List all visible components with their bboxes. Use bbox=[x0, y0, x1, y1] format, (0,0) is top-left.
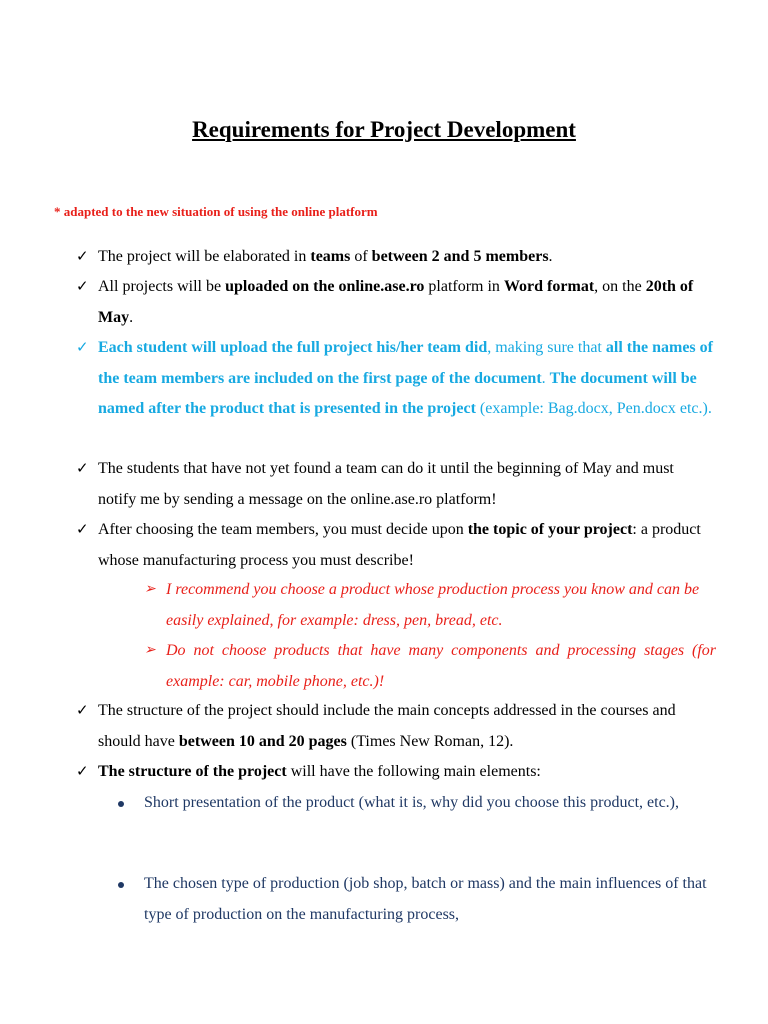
list-item-text: The students that have not yet found a team can do it until the beginning of May and must notify me by sending a message on the online.ase.ro platform! bbox=[98, 460, 674, 508]
sub-item-text: Do not choose products that have many components and processing stages (for example: car, mobile phone, etc.)! bbox=[166, 642, 716, 690]
checkmark-icon: ✓ bbox=[76, 340, 89, 356]
arrow-bullet-icon: ➢ bbox=[144, 582, 156, 597]
checkmark-icon: ✓ bbox=[76, 461, 89, 477]
checkmark-icon: ✓ bbox=[76, 522, 89, 538]
bullet-dot-icon bbox=[118, 882, 124, 888]
platform-note: * adapted to the new situation of using the online platform bbox=[54, 204, 378, 219]
list-item-text: Each student will upload the full project his/her team did, making sure that all the names of the team members are included on the first page of the document. The document will be named after the product that is presented in the project (example: Bag.docx, Pen.docx etc.). bbox=[98, 339, 713, 417]
checkmark-icon: ✓ bbox=[76, 703, 89, 719]
checkmark-icon: ✓ bbox=[76, 249, 89, 265]
list-item-text: After choosing the team members, you must decide upon the topic of your project: a product whose manufacturing process you must describe! bbox=[98, 521, 701, 569]
arrow-bullet-icon: ➢ bbox=[144, 643, 156, 658]
sub-item-text: I recommend you choose a product whose production process you know and can be easily explained, for example: dress, pen, bread, etc. bbox=[166, 581, 700, 629]
list-item-text: The project will be elaborated in teams of between 2 and 5 members. bbox=[98, 248, 553, 265]
list-item-text: All projects will be uploaded on the online.ase.ro platform in Word format, on the 20th of May. bbox=[98, 278, 694, 326]
checkmark-icon: ✓ bbox=[76, 279, 89, 295]
bullet-item-text: Short presentation of the product (what it is, why did you choose this product, etc.), bbox=[144, 794, 680, 811]
bullet-item-text: The chosen type of production (job shop, batch or mass) and the main influences of that type of production on the manufacturing process, bbox=[144, 875, 707, 923]
list-item-text: The structure of the project should include the main concepts addressed in the courses and should have between 10 and 20 pages (Times New Roman, 12). bbox=[98, 702, 676, 750]
document-title: Requirements for Project Development bbox=[192, 117, 576, 142]
bullet-dot-icon bbox=[118, 801, 124, 807]
list-item-text: The structure of the project will have the following main elements: bbox=[98, 763, 541, 780]
checkmark-icon: ✓ bbox=[76, 764, 89, 780]
